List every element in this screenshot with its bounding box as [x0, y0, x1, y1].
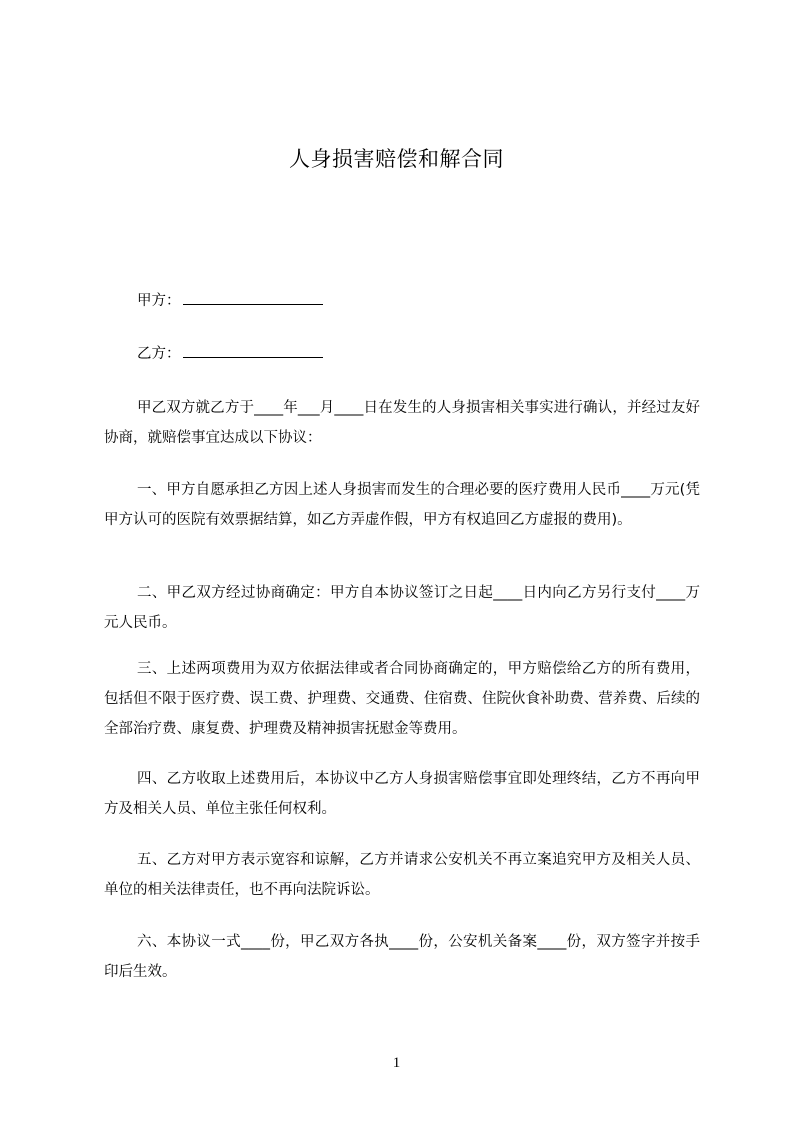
party-a-blank [183, 290, 323, 305]
clause-5: 五、乙方对甲方表示宽容和谅解，乙方并请求公安机关不再立案追究甲方及相关人员、单位的相关法律责任，也不再向法院诉讼。 [104, 852, 700, 898]
party-b-blank [183, 343, 323, 358]
clause-3: 三、上述两项费用为双方依据法律或者合同协商确定的，甲方赔偿给乙方的所有费用，包括但不限于医疗费、误工费、护理费、交通费、住宿费、住院伙食补助费、营养费、后续的全部治疗费、康复费、护理费及精神损害抚慰金等费用。 [104, 661, 700, 737]
clause-6: 六、本协议一式____份，甲乙双方各执____份，公安机关备案____份，双方签字并按手印后生效。 [104, 934, 700, 980]
party-b-label: 乙方： [137, 346, 181, 362]
intro-paragraph: 甲乙双方就乙方于____年___月____日在发生的人身损害相关事实进行确认，并经过友好协商，就赔偿事宜达成以下协议： [104, 400, 700, 446]
party-b-line [137, 343, 323, 364]
party-a-line [137, 290, 323, 311]
page-number: 1 [392, 1055, 401, 1071]
clause-2: 二、甲乙双方经过协商确定：甲方自本协议签订之日起____日内向乙方另行支付____万元人民币。 [104, 585, 700, 631]
document-title: 人身损害赔偿和解合同 [289, 147, 504, 171]
party-a-label: 甲方： [137, 293, 181, 309]
clause-1: 一、甲方自愿承担乙方因上述人身损害而发生的合理必要的医疗费用人民币____万元(凭甲方认可的医院有效票据结算，如乙方弄虚作假，甲方有权追回乙方虚报的费用)。 [104, 482, 700, 528]
clause-4: 四、乙方收取上述费用后，本协议中乙方人身损害赔偿事宜即处理终结，乙方不再向甲方及相关人员、单位主张任何权利。 [104, 771, 700, 817]
